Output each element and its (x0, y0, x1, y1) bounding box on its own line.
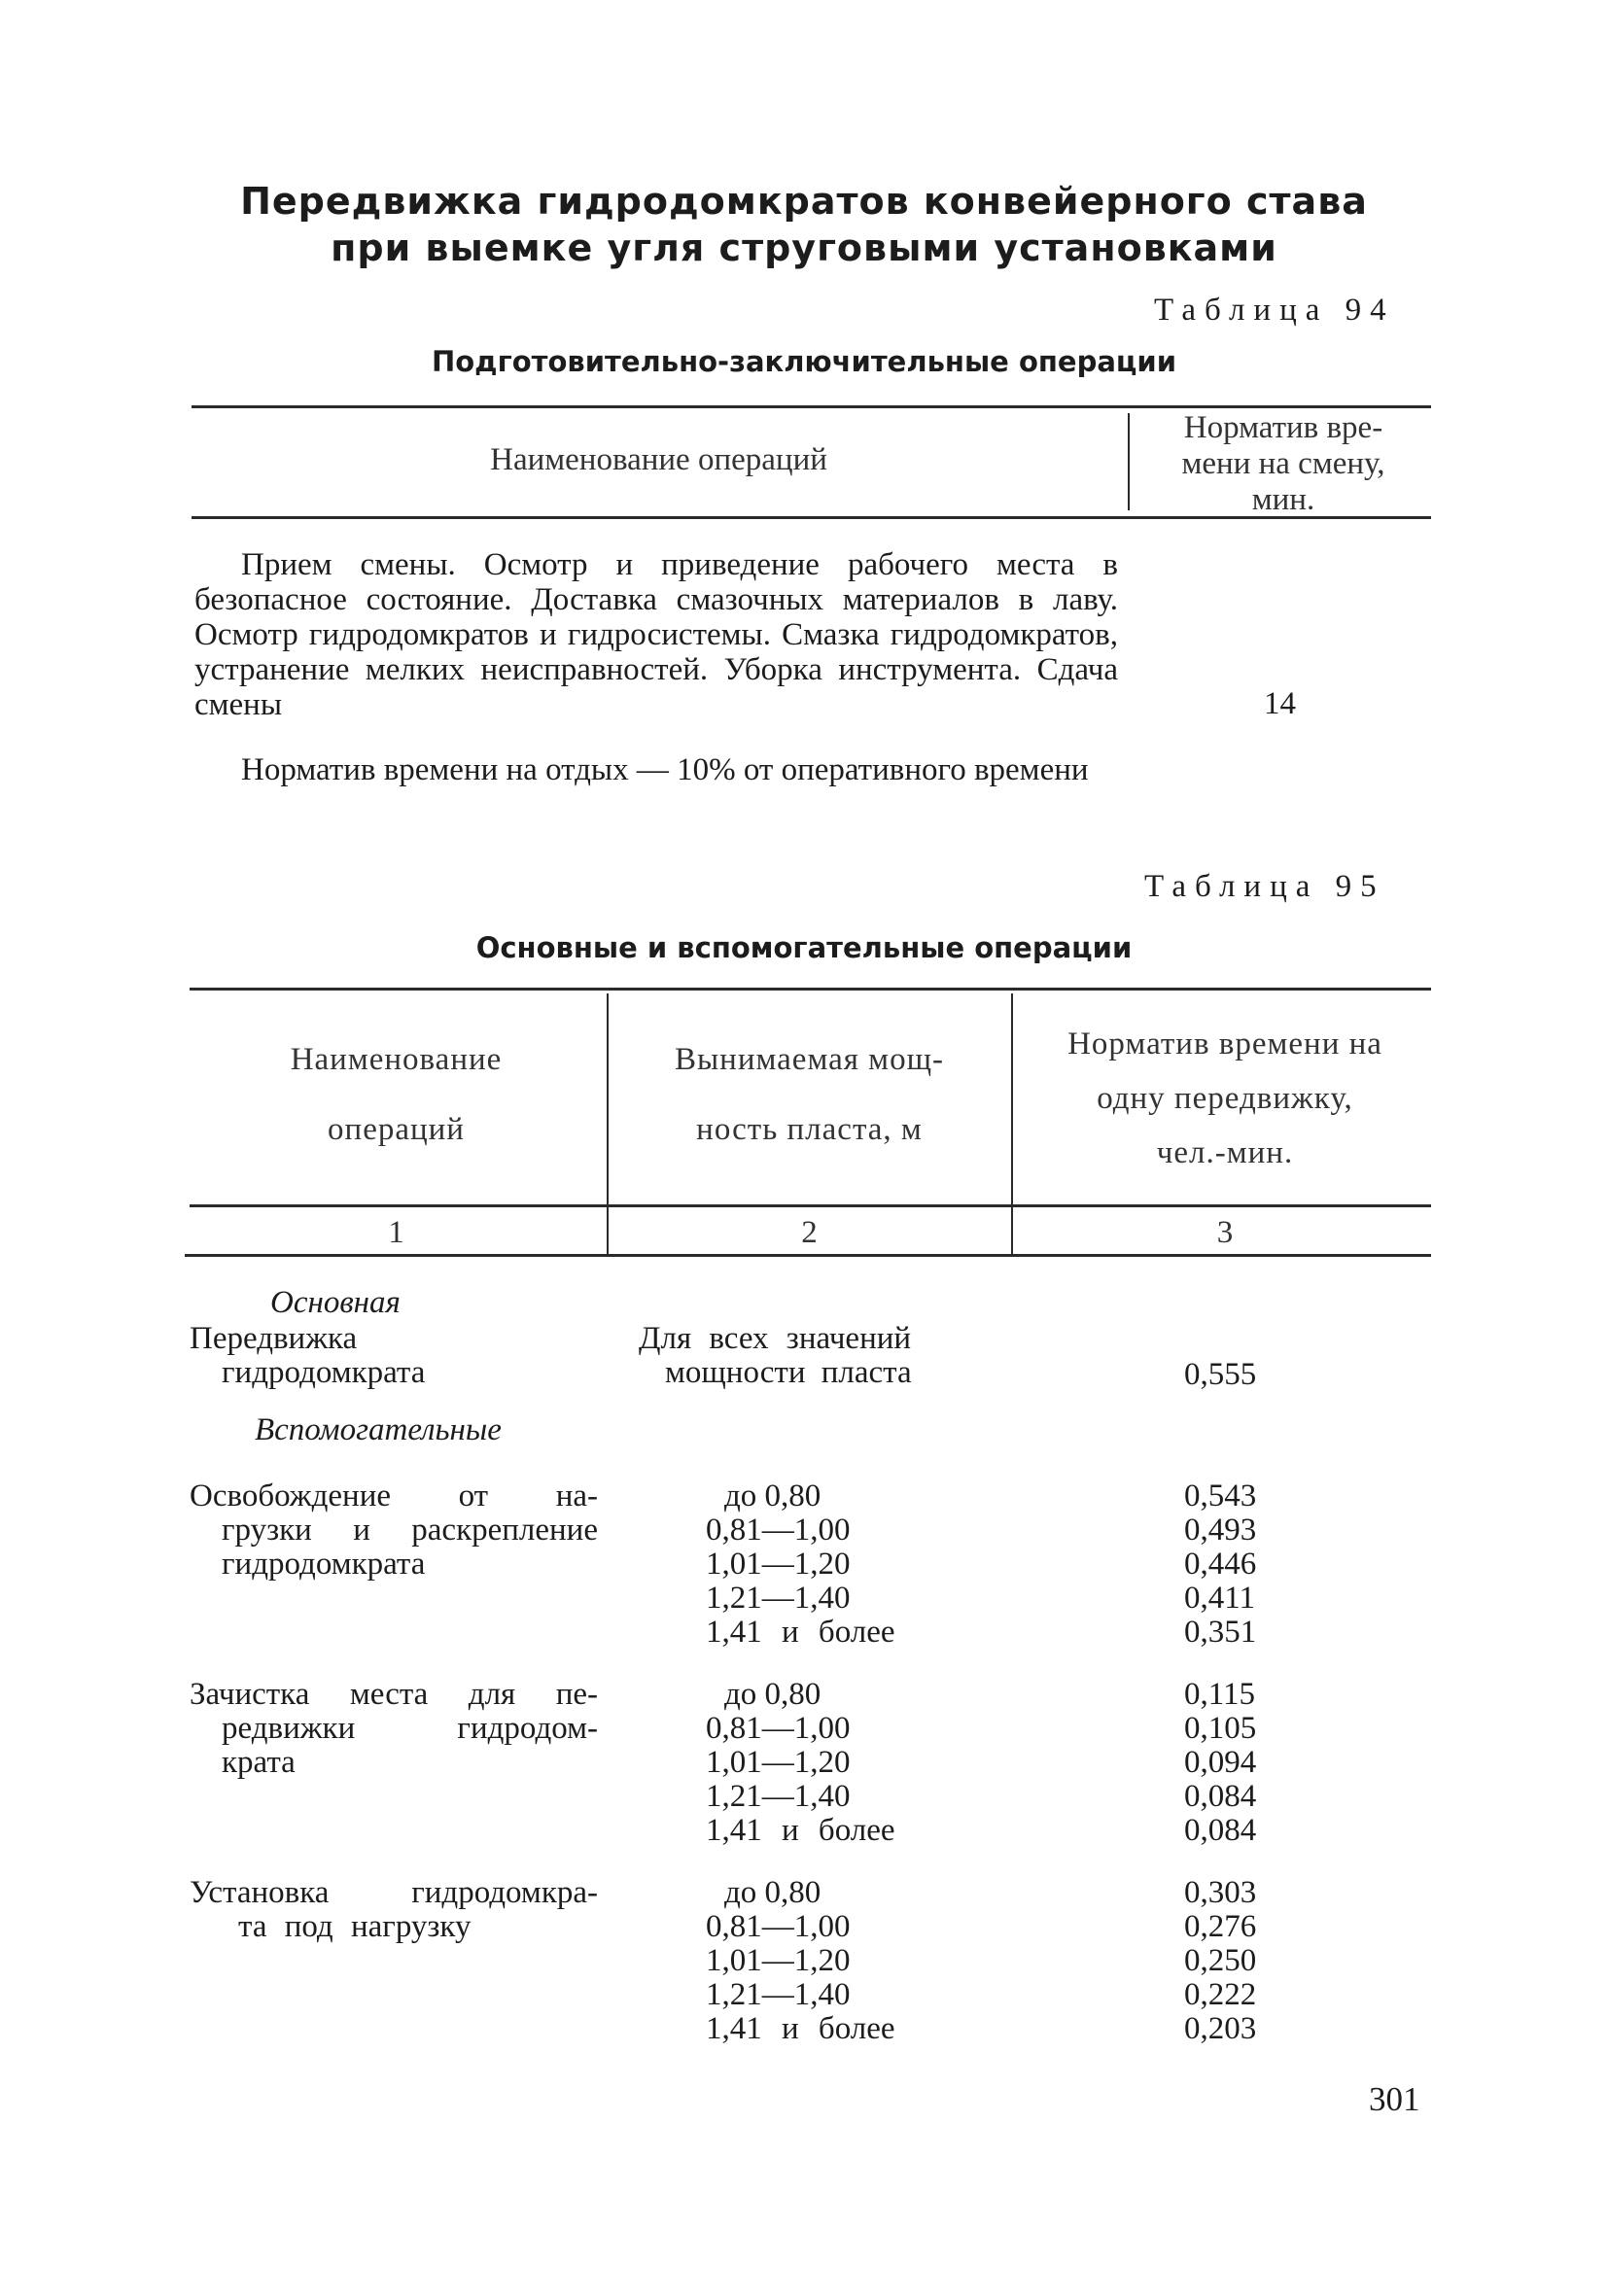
table-95-header-col1-line-1: Наименование (290, 1042, 503, 1077)
table-95-divider-2 (1011, 993, 1013, 1254)
group-1-operation-line-3: гидродомкрата (222, 1547, 426, 1582)
group-1-value-5: 0,351 (1184, 1615, 1257, 1650)
group-3-value-1: 0,303 (1184, 1875, 1257, 1910)
table-95-header-col3-line-3: чел.-мин. (1156, 1135, 1294, 1170)
group-1-range-2: 0,81—1,00 (706, 1513, 851, 1548)
table-95-header-col3-line-1: Норматив времени на (1067, 1026, 1382, 1061)
main-value: 0,555 (1184, 1357, 1257, 1392)
group-1-operation-line-2: грузки и раскрепление (222, 1513, 598, 1548)
table-95-header-col2-line-1: Вынимаемая мощ- (675, 1042, 944, 1077)
table-94-subtitle: Подготовительно-заключительные операции (431, 345, 1177, 378)
table-95-column-number-3: 3 (1216, 1215, 1234, 1250)
table-95-top-rule (190, 988, 1431, 991)
table-94-operation-text: Прием смены. Осмотр и приведение рабочего места в безопасное состояние. Доставка смазочных материалов в лаву. Осмотр гидродомкратов и гидросистемы. Смазка гидродомкратов, устранение мелких неисправностей. Уборка инструмента. Сдача смены (194, 547, 1118, 722)
group-3-operation-line-2: та под нагрузку (238, 1909, 472, 1944)
group-2-range-3: 1,01—1,20 (706, 1745, 851, 1780)
table-94-header-norm-line-2: мени на смену, (1181, 446, 1385, 481)
table-94-header-rule (192, 516, 1431, 519)
group-1-value-1: 0,543 (1184, 1478, 1257, 1513)
group-2-value-2: 0,105 (1184, 1711, 1257, 1746)
table-94-header-norm-line-3: мин. (1251, 482, 1315, 517)
table-94-label: Таблица 94 (1154, 293, 1395, 328)
table-95-header-col2-line-2: ность пласта, м (696, 1112, 923, 1147)
table-95-divider-1 (607, 993, 609, 1254)
group-3-value-2: 0,276 (1184, 1909, 1257, 1944)
group-2-operation-line-1: Зачистка места для пе- (190, 1677, 598, 1712)
group-2-operation-line-2: редвижки гидродом- (222, 1711, 598, 1746)
table-94-header-operations: Наименование операций (490, 442, 827, 477)
group-1-range-4: 1,21—1,40 (706, 1581, 851, 1616)
group-2-range-4: 1,21—1,40 (706, 1779, 851, 1814)
main-range-line-1: Для всех значений (639, 1321, 912, 1356)
group-2-range-5: 1,41 и более (706, 1813, 895, 1848)
table-94-top-rule (192, 405, 1431, 408)
main-operation-line-2: гидродомкрата (222, 1355, 426, 1390)
group-3-value-3: 0,250 (1184, 1943, 1257, 1978)
table-95-column-number-2: 2 (801, 1215, 818, 1250)
table-95-numbers-rule (185, 1254, 1431, 1257)
section-main-heading: Основная (270, 1285, 401, 1320)
group-1-operation-line-1: Освобождение от на- (190, 1478, 598, 1513)
group-1-value-3: 0,446 (1184, 1547, 1257, 1582)
group-2-operation-line-3: крата (222, 1745, 296, 1780)
group-1-value-2: 0,493 (1184, 1513, 1257, 1548)
group-3-range-3: 1,01—1,20 (706, 1943, 851, 1978)
table-95-column-number-1: 1 (388, 1215, 404, 1250)
group-3-range-2: 0,81—1,00 (706, 1909, 851, 1944)
group-1-range-1: до 0,80 (724, 1478, 821, 1513)
group-3-value-4: 0,222 (1184, 1977, 1257, 2012)
group-2-value-1: 0,115 (1184, 1677, 1256, 1712)
group-3-range-4: 1,21—1,40 (706, 1977, 851, 2012)
group-3-range-1: до 0,80 (724, 1875, 821, 1910)
page-number: 301 (1369, 2080, 1420, 2118)
group-1-value-4: 0,411 (1184, 1581, 1256, 1616)
group-2-range-2: 0,81—1,00 (706, 1711, 851, 1746)
page-title-line-2: при выемке угля струговыми установками (331, 226, 1277, 269)
main-range-line-2: мощности пласта (665, 1355, 912, 1390)
group-3-range-5: 1,41 и более (706, 2011, 895, 2046)
table-95-subtitle: Основные и вспомогательные операции (475, 931, 1133, 964)
table-95-header-rule (190, 1204, 1431, 1207)
group-2-value-3: 0,094 (1184, 1745, 1257, 1780)
table-94-operation-value: 14 (1264, 686, 1296, 721)
group-3-value-5: 0,203 (1184, 2011, 1257, 2046)
group-2-range-1: до 0,80 (724, 1677, 821, 1712)
table-94-rest-note: Норматив времени на отдых — 10% от оперативного времени (241, 752, 1089, 787)
group-1-range-3: 1,01—1,20 (706, 1547, 851, 1582)
table-95-label: Таблица 95 (1144, 869, 1385, 904)
table-94-column-divider (1128, 413, 1130, 510)
group-2-value-5: 0,084 (1184, 1813, 1257, 1848)
table-95-header-col1-line-2: операций (328, 1112, 465, 1147)
section-aux-heading: Вспомогательные (255, 1412, 502, 1447)
table-95-header-col3-line-2: одну передвижку, (1097, 1081, 1353, 1116)
group-1-range-5: 1,41 и более (706, 1615, 895, 1650)
table-94-header-norm-line-1: Норматив вре- (1183, 410, 1383, 445)
page-title-line-1: Передвижка гидродомкратов конвейерного става (240, 180, 1368, 223)
group-2-value-4: 0,084 (1184, 1779, 1257, 1814)
main-operation-line-1: Передвижка (190, 1321, 358, 1356)
group-3-operation-line-1: Установка гидродомкра- (190, 1875, 598, 1910)
